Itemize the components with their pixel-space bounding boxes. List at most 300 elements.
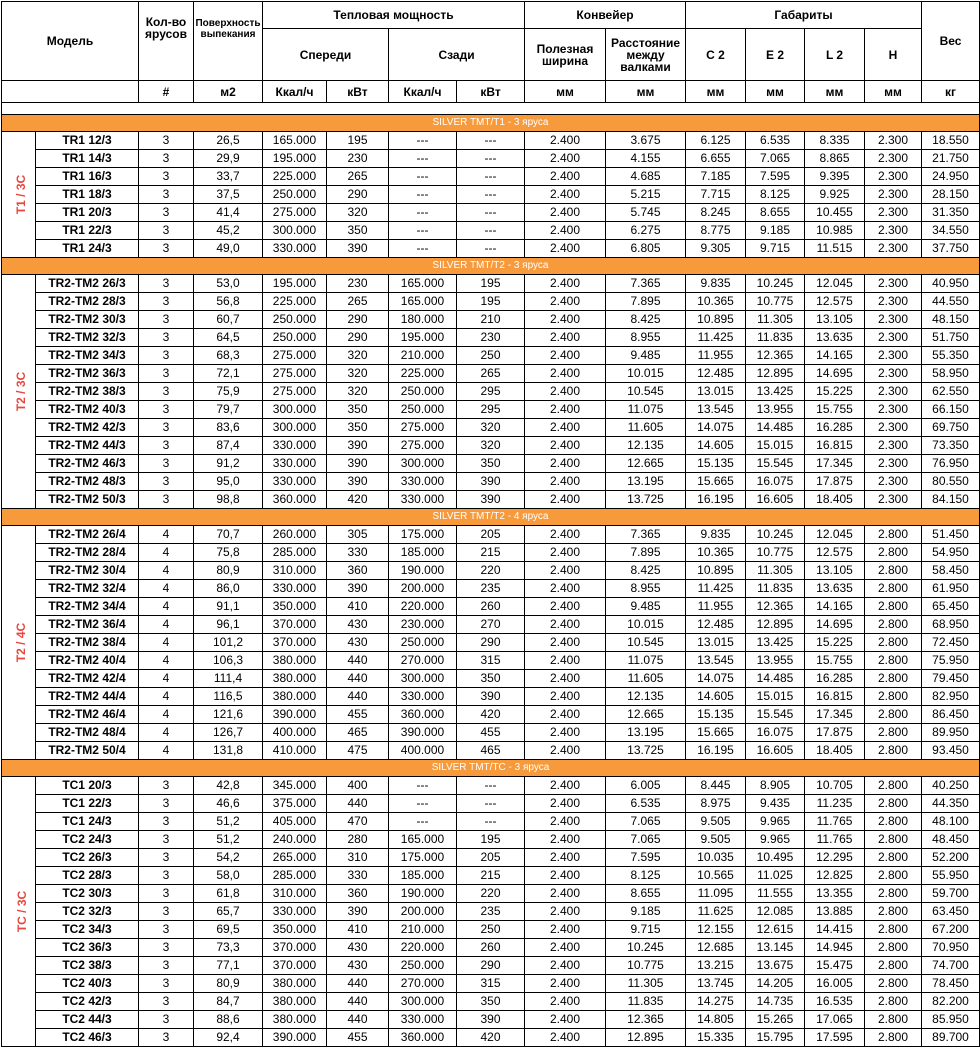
table-row [2, 921, 980, 939]
table-row [2, 347, 980, 365]
value-cell: 4.685 [606, 168, 686, 186]
value-cell: 69,5 [194, 921, 263, 939]
value-cell: 121,6 [194, 706, 263, 724]
value-cell: 12.825 [805, 867, 865, 885]
value-cell: 6.655 [686, 150, 746, 168]
model-cell: TC2 36/3 [36, 939, 139, 957]
table-row [2, 473, 980, 491]
value-cell: 3 [139, 168, 194, 186]
value-cell: 275.000 [263, 347, 327, 365]
unit-cell: мм [746, 81, 805, 103]
value-cell: 46,6 [194, 795, 263, 813]
value-cell: 2.400 [525, 419, 606, 437]
model-cell: TC1 24/3 [36, 813, 139, 831]
value-cell: 2.400 [525, 455, 606, 473]
value-cell: 235 [457, 580, 525, 598]
value-cell: 3 [139, 365, 194, 383]
section-label-text: T1 / 3C [14, 174, 29, 215]
value-cell: 16.285 [805, 419, 865, 437]
unit-cell: Ккал/ч [263, 81, 327, 103]
value-cell: 89.950 [922, 724, 980, 742]
value-cell: 390 [327, 437, 389, 455]
value-cell: 61,8 [194, 885, 263, 903]
model-cell: TR2-TM2 34/4 [36, 598, 139, 616]
value-cell: 14.075 [686, 419, 746, 437]
value-cell: 165.000 [389, 831, 457, 849]
value-cell: 350 [457, 670, 525, 688]
model-cell: TR1 20/3 [36, 204, 139, 222]
value-cell: 2.400 [525, 616, 606, 634]
value-cell: 2.400 [525, 365, 606, 383]
value-cell: 15.265 [746, 1011, 805, 1029]
table-row [2, 275, 980, 293]
section-band-title: SILVER TMT/T2 - 3 яруса [2, 258, 980, 275]
value-cell: 93.450 [922, 742, 980, 760]
value-cell: 13.195 [606, 473, 686, 491]
value-cell: 2.800 [865, 598, 922, 616]
value-cell: 250.000 [389, 383, 457, 401]
value-cell: 345.000 [263, 777, 327, 795]
table-row [2, 383, 980, 401]
value-cell: 2.300 [865, 168, 922, 186]
model-cell: TR1 18/3 [36, 186, 139, 204]
value-cell: 12.485 [686, 616, 746, 634]
value-cell: 24.950 [922, 168, 980, 186]
value-cell: 370.000 [263, 957, 327, 975]
value-cell: 13.955 [746, 652, 805, 670]
value-cell: 91,1 [194, 598, 263, 616]
value-cell: 320 [327, 204, 389, 222]
table-row [2, 688, 980, 706]
col-tiers-header: Кол-во ярусов [139, 2, 194, 81]
value-cell: 10.035 [686, 849, 746, 867]
value-cell: 215 [457, 867, 525, 885]
table-row [2, 401, 980, 419]
value-cell: 2.800 [865, 742, 922, 760]
value-cell: 106,3 [194, 652, 263, 670]
value-cell: 33,7 [194, 168, 263, 186]
value-cell: 3 [139, 419, 194, 437]
value-cell: 74.700 [922, 957, 980, 975]
value-cell: 21.750 [922, 150, 980, 168]
value-cell: 4 [139, 544, 194, 562]
value-cell: 315 [457, 652, 525, 670]
value-cell: 87,4 [194, 437, 263, 455]
value-cell: 13.145 [746, 939, 805, 957]
value-cell: 116,5 [194, 688, 263, 706]
value-cell: 11.515 [805, 240, 865, 258]
value-cell: --- [457, 777, 525, 795]
value-cell: 220.000 [389, 939, 457, 957]
value-cell: 80,9 [194, 562, 263, 580]
value-cell: 330.000 [263, 473, 327, 491]
value-cell: 350 [457, 455, 525, 473]
value-cell: 15.545 [746, 455, 805, 473]
value-cell: 330.000 [389, 491, 457, 509]
value-cell: 390.000 [389, 724, 457, 742]
value-cell: 82.950 [922, 688, 980, 706]
value-cell: 13.195 [606, 724, 686, 742]
col-h-header: H [865, 29, 922, 81]
value-cell: 11.075 [606, 401, 686, 419]
value-cell: 15.755 [805, 652, 865, 670]
value-cell: 78.450 [922, 975, 980, 993]
value-cell: 2.400 [525, 580, 606, 598]
section-label-text: T2 / 4C [14, 622, 29, 663]
table-row [2, 670, 980, 688]
value-cell: 17.595 [805, 1029, 865, 1047]
value-cell: 330 [327, 867, 389, 885]
value-cell: 13.745 [686, 975, 746, 993]
value-cell: 2.800 [865, 813, 922, 831]
table-row [2, 885, 980, 903]
value-cell: 2.400 [525, 688, 606, 706]
value-cell: 9.715 [746, 240, 805, 258]
model-cell: TR1 24/3 [36, 240, 139, 258]
value-cell: 7.065 [746, 150, 805, 168]
value-cell: 370.000 [263, 634, 327, 652]
value-cell: 195.000 [389, 329, 457, 347]
value-cell: 3 [139, 957, 194, 975]
value-cell: 4 [139, 616, 194, 634]
unit-cell: мм [606, 81, 686, 103]
value-cell: 13.545 [686, 652, 746, 670]
value-cell: --- [389, 132, 457, 150]
unit-cell: кВт [457, 81, 525, 103]
value-cell: 290 [457, 957, 525, 975]
value-cell: 3 [139, 849, 194, 867]
value-cell: 8.125 [606, 867, 686, 885]
value-cell: 3 [139, 1011, 194, 1029]
value-cell: 12.135 [606, 437, 686, 455]
value-cell: 2.300 [865, 132, 922, 150]
table-row [2, 168, 980, 186]
value-cell: 430 [327, 957, 389, 975]
value-cell: 290 [327, 186, 389, 204]
value-cell: 2.400 [525, 939, 606, 957]
model-cell: TR2-TM2 44/3 [36, 437, 139, 455]
value-cell: 380.000 [263, 670, 327, 688]
value-cell: 10.365 [686, 544, 746, 562]
value-cell: 2.400 [525, 777, 606, 795]
value-cell: 98,8 [194, 491, 263, 509]
table-body [2, 115, 980, 1047]
value-cell: 2.800 [865, 652, 922, 670]
value-cell: 16.285 [805, 670, 865, 688]
value-cell: 270.000 [389, 975, 457, 993]
value-cell: 250.000 [389, 634, 457, 652]
section-band-title: SILVER TMT/TC - 3 яруса [2, 760, 980, 777]
value-cell: 2.400 [525, 652, 606, 670]
value-cell: 10.015 [606, 616, 686, 634]
value-cell: 2.400 [525, 670, 606, 688]
oven-spec-table [1, 1, 980, 1047]
value-cell: 2.300 [865, 455, 922, 473]
value-cell: 3 [139, 437, 194, 455]
value-cell: 7.185 [686, 168, 746, 186]
value-cell: --- [389, 240, 457, 258]
section-band [2, 509, 980, 526]
value-cell: 10.365 [686, 293, 746, 311]
value-cell: 2.400 [525, 634, 606, 652]
value-cell: 10.775 [746, 544, 805, 562]
value-cell: 420 [327, 491, 389, 509]
value-cell: 4 [139, 526, 194, 544]
value-cell: 2.800 [865, 957, 922, 975]
value-cell: 51,2 [194, 813, 263, 831]
value-cell: 16.075 [746, 724, 805, 742]
value-cell: 6.275 [606, 222, 686, 240]
col-conveyor-header: Конвейер [525, 2, 686, 29]
value-cell: 11.765 [805, 813, 865, 831]
value-cell: 290 [457, 634, 525, 652]
value-cell: 13.425 [746, 383, 805, 401]
value-cell: 6.005 [606, 777, 686, 795]
value-cell: 13.425 [746, 634, 805, 652]
value-cell: --- [457, 795, 525, 813]
section-label-text: T2 / 3C [14, 371, 29, 412]
value-cell: 54.950 [922, 544, 980, 562]
value-cell: 13.105 [805, 562, 865, 580]
value-cell: 12.045 [805, 526, 865, 544]
value-cell: 230 [457, 329, 525, 347]
value-cell: 72,1 [194, 365, 263, 383]
value-cell: 165.000 [263, 132, 327, 150]
value-cell: 390 [457, 688, 525, 706]
section-label-text: TC / 3C [15, 890, 30, 933]
value-cell: 200.000 [389, 903, 457, 921]
value-cell: 330 [327, 544, 389, 562]
value-cell: 15.135 [686, 706, 746, 724]
value-cell: 67.200 [922, 921, 980, 939]
value-cell: 95,0 [194, 473, 263, 491]
value-cell: 2.400 [525, 491, 606, 509]
value-cell: 8.955 [606, 329, 686, 347]
value-cell: 18.405 [805, 742, 865, 760]
value-cell: 2.400 [525, 957, 606, 975]
table-row [2, 831, 980, 849]
value-cell: 390.000 [263, 706, 327, 724]
value-cell: 3 [139, 813, 194, 831]
value-cell: 8.655 [606, 885, 686, 903]
value-cell: 275.000 [263, 365, 327, 383]
value-cell: 6.805 [606, 240, 686, 258]
model-cell: TR2-TM2 40/3 [36, 401, 139, 419]
value-cell: --- [389, 222, 457, 240]
value-cell: 3 [139, 1029, 194, 1047]
value-cell: 2.300 [865, 437, 922, 455]
value-cell: 360.000 [389, 706, 457, 724]
value-cell: 101,2 [194, 634, 263, 652]
value-cell: 370.000 [263, 939, 327, 957]
value-cell: 2.800 [865, 562, 922, 580]
value-cell: 9.925 [805, 186, 865, 204]
value-cell: 14.735 [746, 993, 805, 1011]
value-cell: 330.000 [263, 437, 327, 455]
value-cell: 260 [457, 598, 525, 616]
value-cell: 49,0 [194, 240, 263, 258]
value-cell: 2.400 [525, 1011, 606, 1029]
value-cell: 280 [327, 831, 389, 849]
value-cell: 240.000 [263, 831, 327, 849]
col-roller-distance-header: Расстояние между валками [606, 29, 686, 81]
value-cell: 15.135 [686, 455, 746, 473]
value-cell: 390 [457, 473, 525, 491]
table-row [2, 222, 980, 240]
value-cell: 9.505 [686, 831, 746, 849]
value-cell: 15.015 [746, 437, 805, 455]
value-cell: 7.595 [746, 168, 805, 186]
value-cell: 2.800 [865, 634, 922, 652]
value-cell: --- [389, 186, 457, 204]
value-cell: 410 [327, 598, 389, 616]
value-cell: 2.300 [865, 401, 922, 419]
value-cell: 53,0 [194, 275, 263, 293]
value-cell: 2.400 [525, 526, 606, 544]
value-cell: 126,7 [194, 724, 263, 742]
value-cell: 12.665 [606, 706, 686, 724]
value-cell: 10.895 [686, 311, 746, 329]
value-cell: 3 [139, 401, 194, 419]
value-cell: 2.400 [525, 329, 606, 347]
value-cell: 265 [457, 365, 525, 383]
value-cell: 12.135 [606, 688, 686, 706]
col-front-header: Спереди [263, 29, 389, 81]
model-cell: TC1 22/3 [36, 795, 139, 813]
value-cell: 2.400 [525, 831, 606, 849]
value-cell: 10.985 [805, 222, 865, 240]
value-cell: 70.950 [922, 939, 980, 957]
value-cell: 2.300 [865, 473, 922, 491]
table-row [2, 365, 980, 383]
value-cell: 16.075 [746, 473, 805, 491]
unit-cell: Ккал/ч [389, 81, 457, 103]
value-cell: 250.000 [263, 329, 327, 347]
value-cell: 13.355 [805, 885, 865, 903]
value-cell: 65,7 [194, 903, 263, 921]
value-cell: 250.000 [263, 186, 327, 204]
value-cell: 475 [327, 742, 389, 760]
value-cell: 290 [327, 329, 389, 347]
value-cell: 295 [457, 401, 525, 419]
value-cell: 80.550 [922, 473, 980, 491]
value-cell: 9.965 [746, 831, 805, 849]
value-cell: 12.895 [746, 365, 805, 383]
value-cell: 12.365 [746, 347, 805, 365]
value-cell: --- [389, 204, 457, 222]
value-cell: 175.000 [389, 849, 457, 867]
value-cell: 51,2 [194, 831, 263, 849]
value-cell: 9.485 [606, 598, 686, 616]
value-cell: 2.800 [865, 849, 922, 867]
section-band [2, 115, 980, 132]
value-cell: 2.300 [865, 240, 922, 258]
value-cell: --- [457, 240, 525, 258]
value-cell: --- [389, 150, 457, 168]
value-cell: 390.000 [263, 1029, 327, 1047]
value-cell: 2.400 [525, 742, 606, 760]
value-cell: 76.950 [922, 455, 980, 473]
value-cell: 10.565 [686, 867, 746, 885]
value-cell: --- [389, 777, 457, 795]
value-cell: 360.000 [263, 491, 327, 509]
col-weight-header: Вес [922, 2, 980, 81]
value-cell: 92,4 [194, 1029, 263, 1047]
value-cell: 250.000 [389, 957, 457, 975]
value-cell: 4 [139, 688, 194, 706]
value-cell: 7.065 [606, 831, 686, 849]
value-cell: 2.400 [525, 473, 606, 491]
model-cell: TC2 46/3 [36, 1029, 139, 1047]
value-cell: 390 [327, 903, 389, 921]
value-cell: 3 [139, 455, 194, 473]
model-cell: TR2-TM2 40/4 [36, 652, 139, 670]
value-cell: 2.400 [525, 347, 606, 365]
value-cell: 11.025 [746, 867, 805, 885]
value-cell: 2.300 [865, 186, 922, 204]
value-cell: 225.000 [263, 168, 327, 186]
table-row [2, 150, 980, 168]
table-row [2, 580, 980, 598]
value-cell: 13.675 [746, 957, 805, 975]
value-cell: 420 [457, 706, 525, 724]
value-cell: 84.150 [922, 491, 980, 509]
value-cell: 11.425 [686, 580, 746, 598]
value-cell: 2.400 [525, 921, 606, 939]
value-cell: 12.155 [686, 921, 746, 939]
value-cell: 195.000 [263, 275, 327, 293]
value-cell: 11.765 [805, 831, 865, 849]
model-cell: TR2-TM2 50/3 [36, 491, 139, 509]
value-cell: 455 [457, 724, 525, 742]
model-cell: TR2-TM2 26/4 [36, 526, 139, 544]
value-cell: 2.400 [525, 975, 606, 993]
value-cell: 330.000 [263, 455, 327, 473]
model-cell: TR2-TM2 36/3 [36, 365, 139, 383]
value-cell: 13.105 [805, 311, 865, 329]
table-row [2, 939, 980, 957]
model-cell: TC2 32/3 [36, 903, 139, 921]
value-cell: 42,8 [194, 777, 263, 795]
value-cell: --- [389, 168, 457, 186]
value-cell: 250 [457, 921, 525, 939]
value-cell: 250.000 [389, 401, 457, 419]
col-model-header: Модель [2, 2, 139, 81]
value-cell: 350 [327, 222, 389, 240]
value-cell: 85.950 [922, 1011, 980, 1029]
value-cell: 3 [139, 921, 194, 939]
value-cell: 390 [327, 473, 389, 491]
value-cell: 13.215 [686, 957, 746, 975]
value-cell: 220 [457, 885, 525, 903]
model-cell: TR2-TM2 36/4 [36, 616, 139, 634]
value-cell: 8.905 [746, 777, 805, 795]
table-row [2, 795, 980, 813]
value-cell: 40.250 [922, 777, 980, 795]
value-cell: 11.555 [746, 885, 805, 903]
value-cell: 16.195 [686, 491, 746, 509]
section-label [2, 275, 36, 509]
unit-cell: мм [686, 81, 746, 103]
value-cell: 390 [327, 455, 389, 473]
section-band [2, 258, 980, 275]
value-cell: 4 [139, 742, 194, 760]
value-cell: 11.955 [686, 598, 746, 616]
value-cell: 14.605 [686, 688, 746, 706]
value-cell: 11.305 [746, 311, 805, 329]
value-cell: 4 [139, 724, 194, 742]
value-cell: 10.455 [805, 204, 865, 222]
